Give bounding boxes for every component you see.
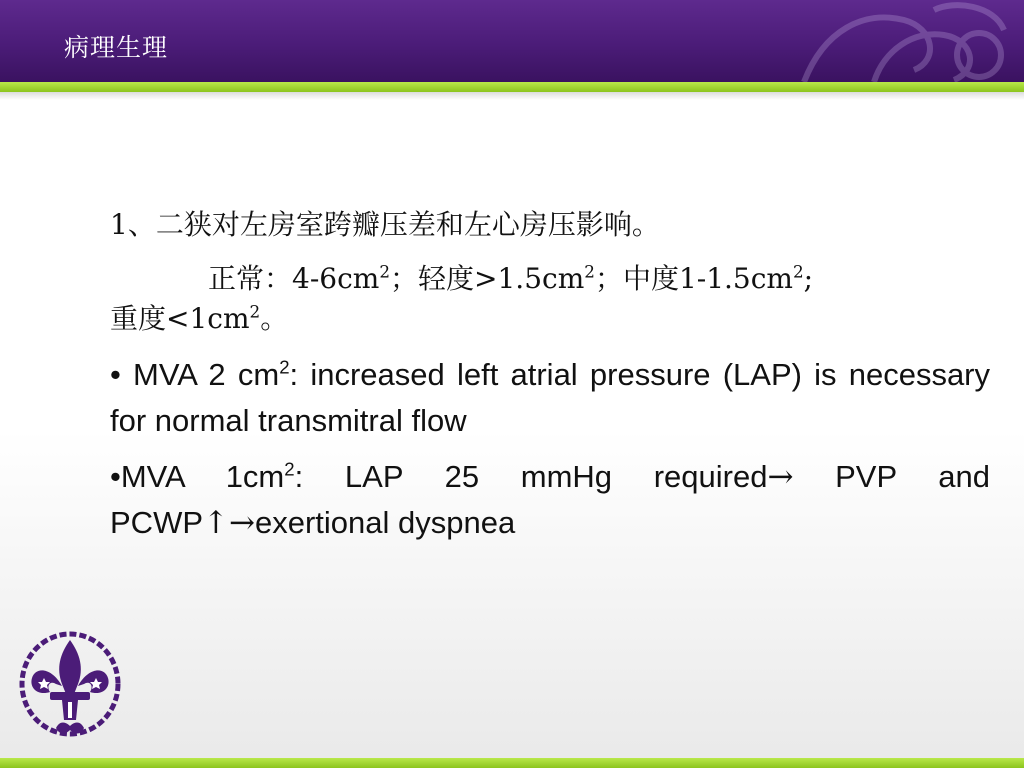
slide-title: 病理生理	[64, 33, 169, 62]
header-bar	[0, 0, 1024, 82]
superscript: 2	[284, 458, 295, 480]
period: 。	[260, 302, 289, 335]
superscript: 2	[249, 301, 261, 322]
grade-moderate: ；中度1-1.5cm	[594, 262, 793, 295]
bullet-text: •MVA 1cm	[110, 459, 285, 494]
fleur-de-lis-emblem-icon	[16, 628, 124, 750]
bullet-text: : LAP 25 mmHg required	[294, 459, 768, 494]
bullet-mva-2	[110, 352, 990, 444]
accent-band-bottom	[0, 758, 1024, 768]
separator: ;	[803, 262, 814, 295]
grade-normal: 正常：4-6cm	[208, 262, 380, 295]
accent-band-top	[0, 82, 1024, 92]
superscript: 2	[379, 261, 391, 282]
grade-severe: 重度<1cm	[110, 302, 250, 335]
heading-line: 1、二狭对左房室跨瓣压差和左心房压影响。	[110, 208, 660, 241]
bullet-text: exertional dyspnea	[254, 505, 516, 540]
bullet-text: • MVA 2 cm	[110, 357, 280, 392]
bullet-text: : increased left atrial pressure (LAP) is necessary for normal transmitral flow	[110, 357, 991, 438]
bullet-text: PVP and PCWP	[110, 459, 991, 540]
superscript: 2	[792, 261, 804, 282]
right-arrow-icon: →	[228, 505, 255, 541]
bullet-mva-1	[110, 454, 990, 546]
up-arrow-icon: ↑	[203, 505, 229, 541]
grade-mild: ；轻度>1.5cm	[390, 262, 585, 295]
header-watermark-icon	[764, 0, 1024, 82]
superscript: 2	[279, 356, 290, 378]
slide-content	[110, 198, 990, 546]
right-arrow-icon: →	[767, 459, 794, 495]
band-shadow	[0, 92, 1024, 100]
superscript: 2	[584, 261, 595, 282]
